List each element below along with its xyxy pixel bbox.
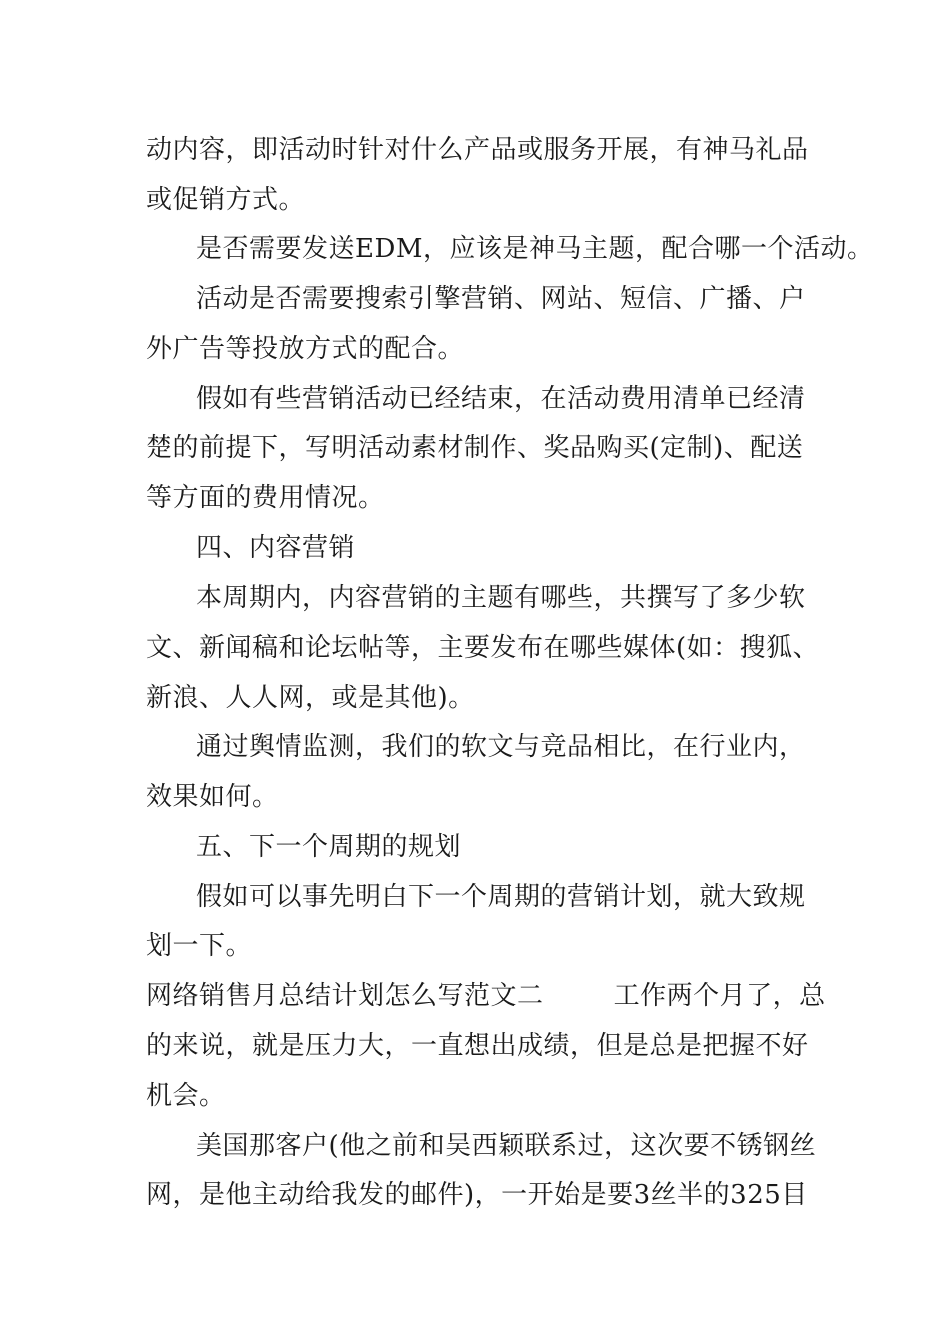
text-line: 等方面的费用情况。 xyxy=(146,483,385,513)
text-line: 美国那客户(他之前和吴西颖联系过，这次要不锈钢丝 xyxy=(196,1131,817,1161)
text-line: 网，是他主动给我发的邮件)，一开始是要3丝半的325目 xyxy=(146,1180,808,1210)
text-line: 活动是否需要搜索引擎营销、网站、短信、广播、户 xyxy=(196,284,806,314)
text-line: 效果如何。 xyxy=(146,782,279,812)
text-line: 假如可以事先明白下一个周期的营销计划，就大致规 xyxy=(196,882,806,912)
text-line: 本周期内，内容营销的主题有哪些，共撰写了多少软 xyxy=(196,583,806,613)
text-line: 机会。 xyxy=(146,1081,226,1111)
text-line: 网络销售月总结计划怎么写范文二 工作两个月了，总 xyxy=(146,981,826,1011)
text-line: 外广告等投放方式的配合。 xyxy=(146,334,465,364)
text-line: 或促销方式。 xyxy=(146,185,306,215)
text-line: 假如有些营销活动已经结束，在活动费用清单已经清 xyxy=(196,384,806,414)
text-line: 是否需要发送EDM，应该是神马主题，配合哪一个活动。 xyxy=(196,234,874,264)
section-heading: 四、内容营销 xyxy=(196,533,356,563)
text-line: 的来说，就是压力大，一直想出成绩，但是总是把握不好 xyxy=(146,1031,809,1061)
text-line: 动内容，即活动时针对什么产品或服务开展，有神马礼品 xyxy=(146,135,809,165)
text-line: 新浪、人人网，或是其他)。 xyxy=(146,683,475,713)
text-line: 划一下。 xyxy=(146,931,253,961)
text-line: 通过舆情监测，我们的软文与竞品相比，在行业内， xyxy=(196,732,806,762)
section-heading: 五、下一个周期的规划 xyxy=(196,832,462,862)
text-line: 文、新闻稿和论坛帖等，主要发布在哪些媒体(如：搜狐、 xyxy=(146,633,820,663)
text-line: 楚的前提下，写明活动素材制作、奖品购买(定制)、配送 xyxy=(146,433,804,463)
